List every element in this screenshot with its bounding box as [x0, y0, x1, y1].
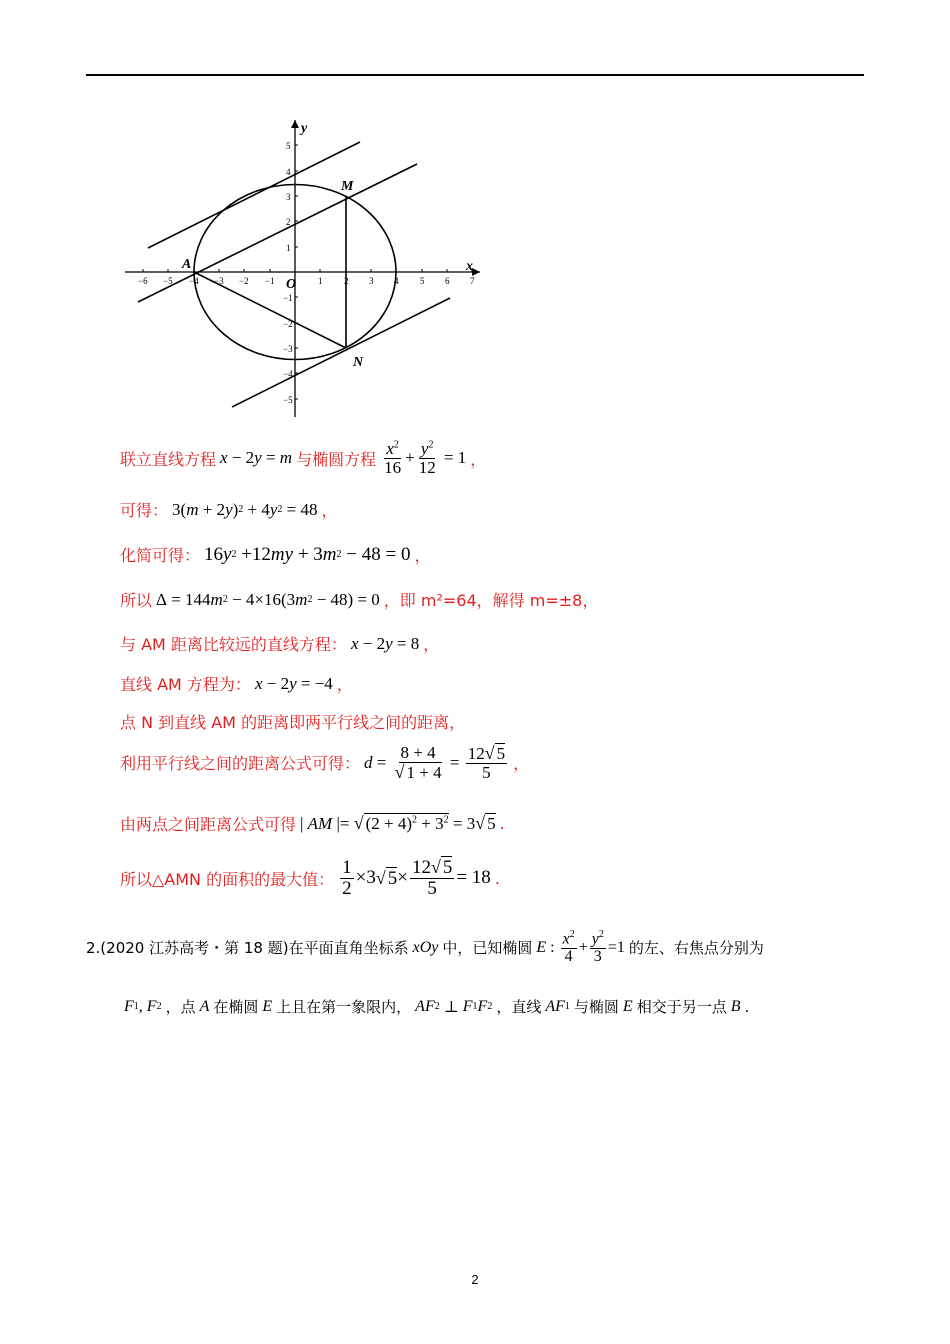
x-tick-label: −5	[163, 276, 173, 286]
solution-line-7: 点 N 到直线 AM 的距离即两平行线之间的距离，	[120, 713, 466, 732]
x-tick-label: 5	[420, 276, 425, 286]
x-tick-label: 4	[394, 276, 399, 286]
solution-line-8: 利用平行线之间的距离公式可得： d = $\frac{8 + 4}{√ 1 + 4}$ = $\frac{12√ 5}{5}$ ，	[120, 743, 530, 782]
page-number: 2	[471, 1272, 479, 1287]
solution-line-2: 可得： 3( m + 2 y ) 2 + 4 y 2 = 48 ，	[120, 499, 338, 520]
x-tick-label: −3	[214, 276, 224, 286]
solution-line-3: 化简可得： 16 y 2 +12 my + 3 m 2 − 48 = 0 ，	[120, 543, 431, 565]
solution-line-9: 由两点之间距离公式可得 | AM |= √ $(2 + 4)^2 + 3^2$ = 3 √ 5 .	[120, 813, 505, 834]
y-tick-label: −3	[283, 344, 293, 354]
x-tick-label: −6	[138, 276, 148, 286]
x-tick-label: −1	[265, 276, 275, 286]
x-tick-label: 1	[318, 276, 323, 286]
y-axis-arrow	[291, 120, 299, 128]
x-axis-arrow	[472, 268, 480, 276]
solution-line-4: 所以 Δ = 144 m 2 − 4×16(3 m 2 − 48) = 0 ，即 m²=64，解得 m=±8，	[120, 589, 599, 610]
solution-line-10: 所以△AMN 的面积的最大值： $\frac{1}{2}$ ×3 √ 5 × $\frac{12√ 5}{5}$ = 18 .	[120, 857, 500, 899]
x-axis-label: x	[466, 259, 473, 274]
solution-line-6: 直线 AM 方程为： x − 2 y = −4 ，	[120, 673, 353, 694]
y-tick-label: 3	[286, 192, 291, 202]
x-tick-label: −4	[189, 276, 199, 286]
y-tick-label: 4	[286, 167, 291, 177]
tangent-line-upper	[148, 142, 360, 248]
point-N-label: N	[353, 355, 364, 370]
question-2-line-1: 2.(2020 江苏高考・第 18 题)在平面直角坐标系 xOy 中，已知椭圆 E : $\frac{x^2}{4}$ + $\frac{y^2}{3}$ =1 的左、右焦点分别为	[86, 929, 764, 966]
ellipse-figure	[120, 112, 490, 422]
y-tick-label: 5	[286, 141, 291, 151]
tangent-line-lower	[232, 298, 450, 407]
solution-line-1: 联立直线方程 x − 2 y = m 与椭圆方程 $\frac{x^2}{16}$ + $\frac{y^2}{12}$ = 1 ，	[120, 439, 487, 477]
x-tick-label: 2	[344, 276, 349, 286]
origin-label: O	[286, 277, 297, 292]
y-tick-label: −4	[283, 369, 293, 379]
y-tick-label: 2	[286, 217, 291, 227]
y-tick-label: −5	[283, 395, 293, 405]
x-tick-label: −2	[239, 276, 249, 286]
x-tick-label: 7	[470, 276, 475, 286]
x-tick-label: 6	[445, 276, 450, 286]
header-rule	[86, 74, 864, 76]
line-AM	[138, 164, 417, 302]
y-tick-label: −1	[283, 293, 293, 303]
point-M-label: M	[341, 179, 354, 194]
y-tick-label: 1	[286, 243, 291, 253]
y-axis-label: y	[301, 121, 308, 136]
point-A-label: A	[182, 257, 192, 272]
solution-line-5: 与 AM 距离比较远的直线方程： x − 2 y = 8 ，	[120, 633, 440, 654]
x-tick-label: 3	[369, 276, 374, 286]
question-2-line-2: F 1 , F 2 ，点 A 在椭圆 E 上且在第一象限内， AF 2 ⊥ F 1 F 2 ，直线 AF 1 与椭圆 E 相交于另一点 B .	[124, 997, 750, 1016]
y-tick-label: −2	[283, 319, 293, 329]
